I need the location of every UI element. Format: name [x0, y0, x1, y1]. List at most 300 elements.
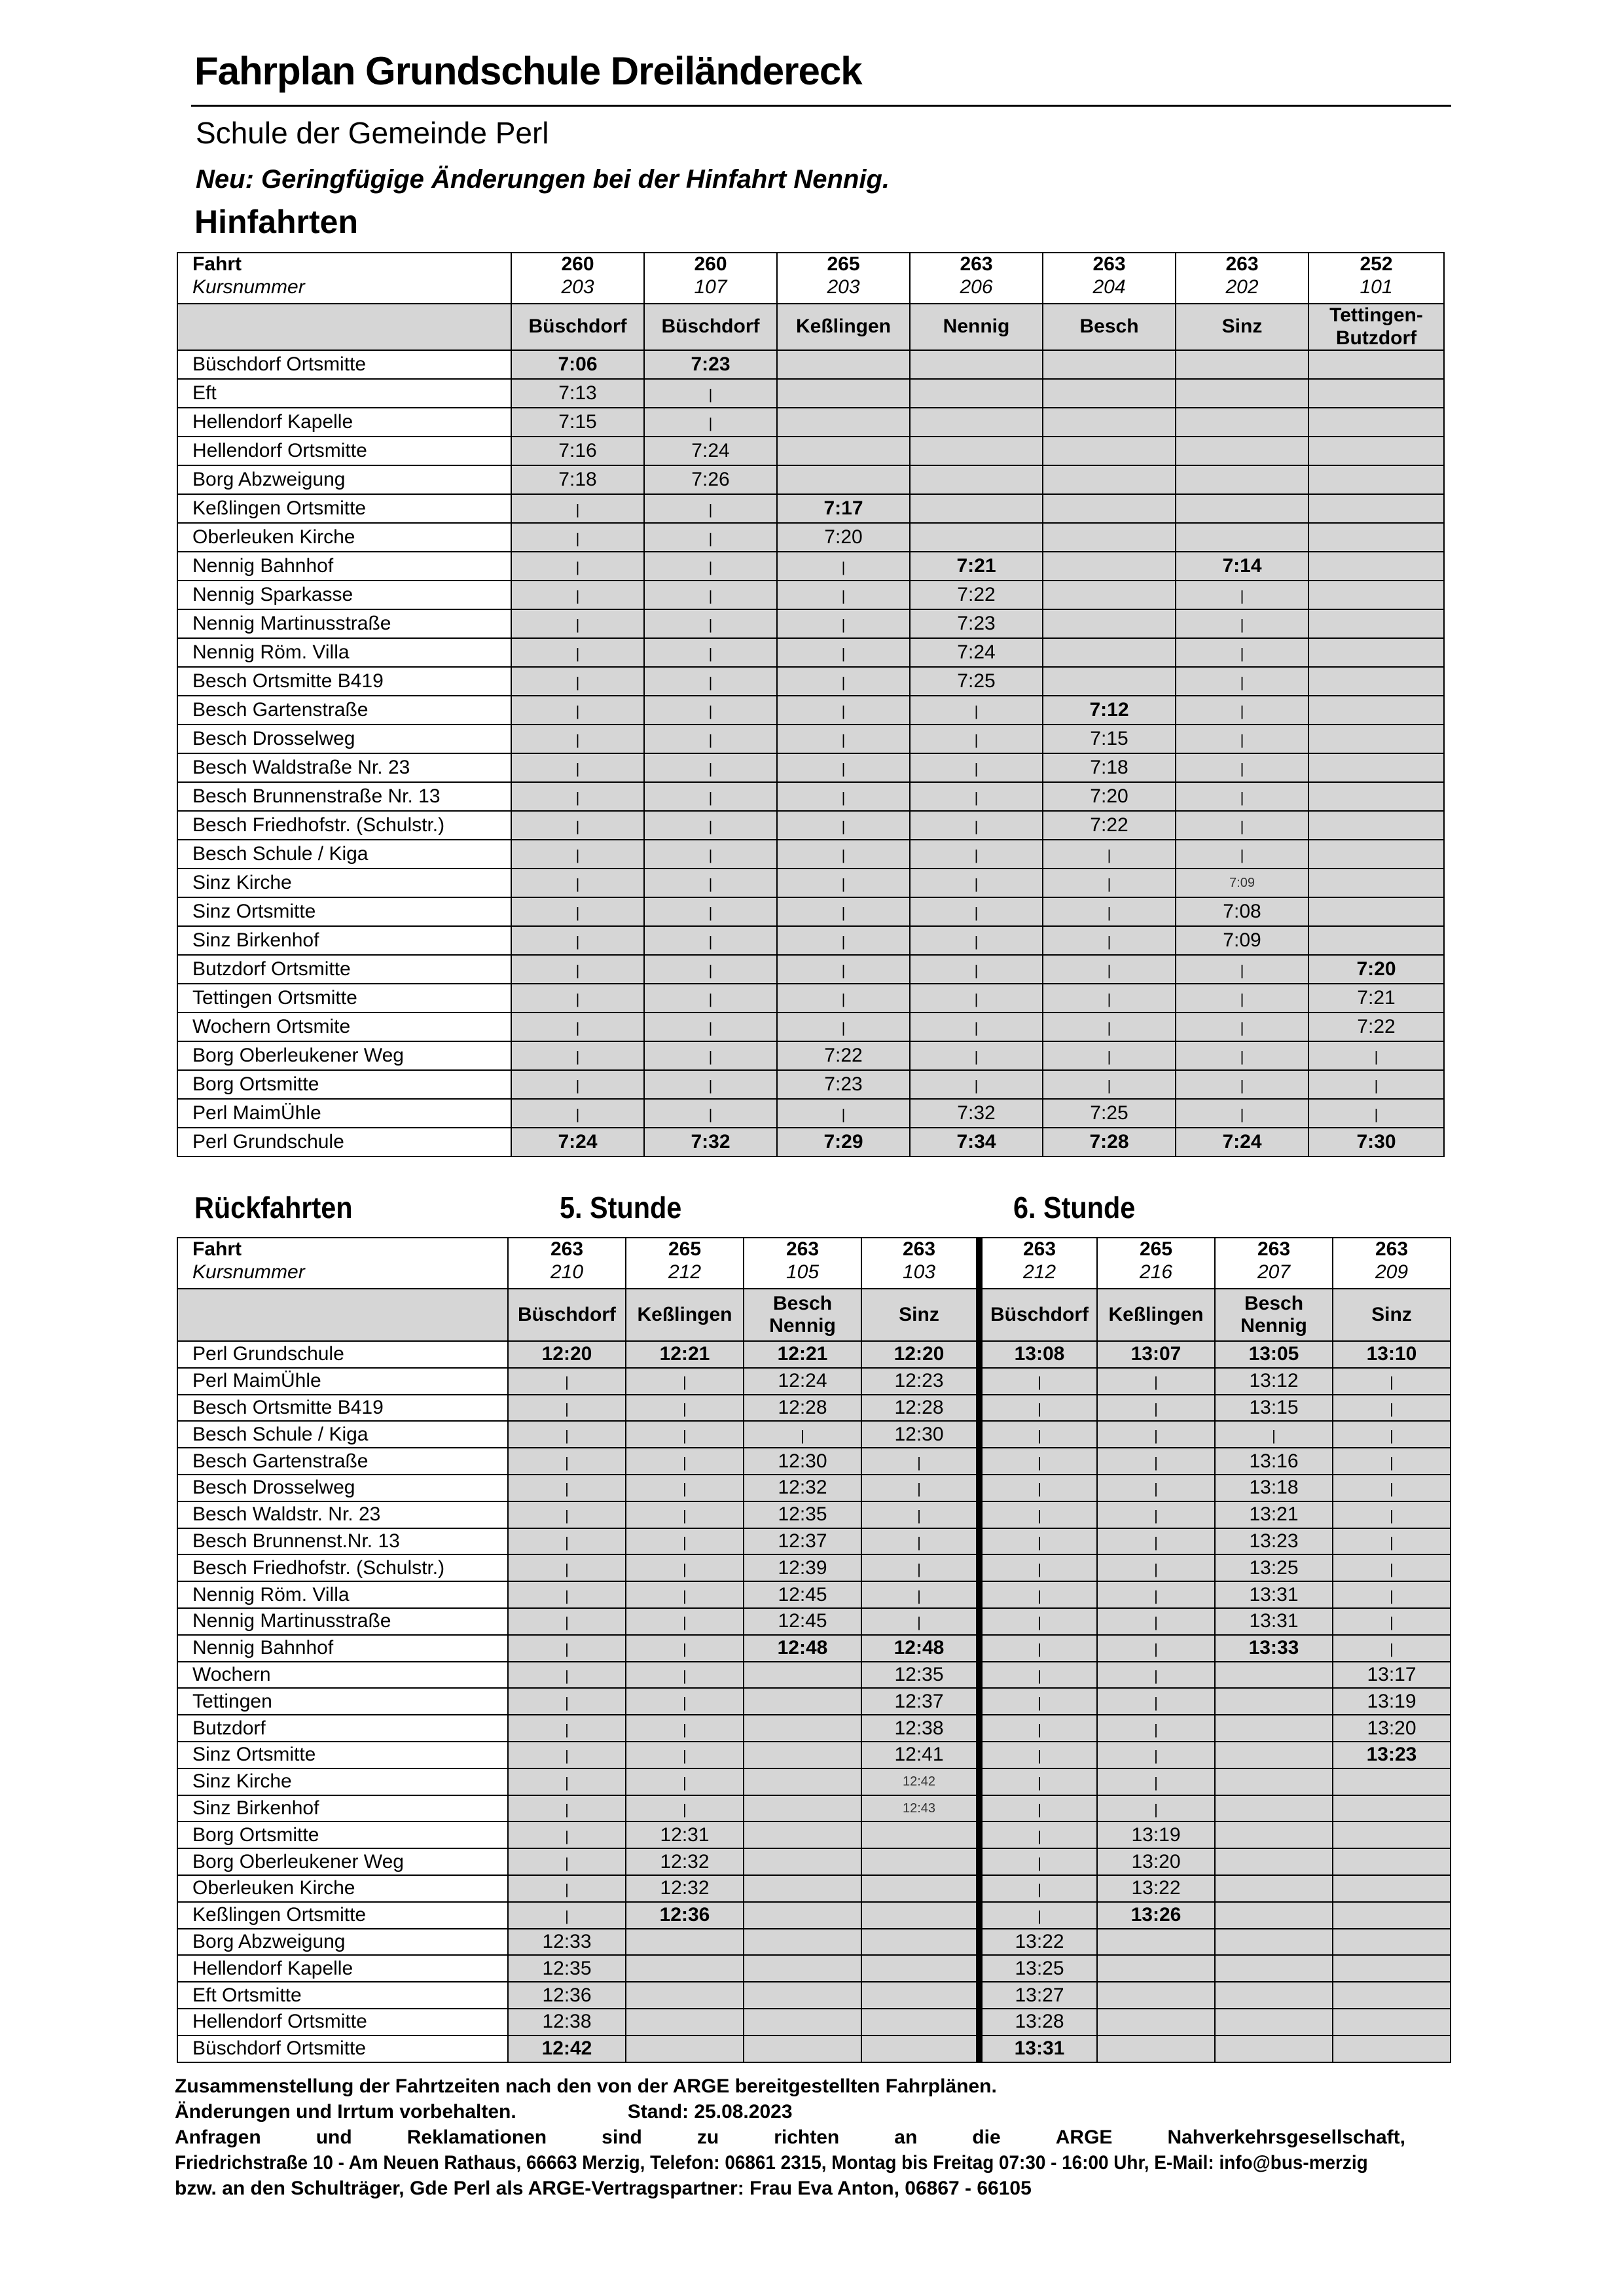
time-cell	[1176, 1041, 1308, 1070]
time-value: 12:35	[542, 1957, 592, 1979]
table-row	[177, 609, 1444, 638]
pass-through-mark: |	[575, 645, 580, 662]
time-value: 13:05	[1248, 1343, 1299, 1365]
table-row	[177, 1929, 1451, 1956]
empty-cell	[910, 523, 1043, 552]
time-value: 13:07	[1130, 1343, 1182, 1365]
time-cell	[1176, 955, 1308, 984]
pass-through-mark: |	[1038, 1721, 1041, 1738]
pass-through-mark: |	[1154, 1721, 1158, 1738]
time-cell	[1043, 1099, 1176, 1128]
empty-cell	[626, 2036, 744, 2062]
table-row	[177, 465, 1444, 494]
time-value: 12:23	[894, 1370, 944, 1392]
rueckfahrten-heading: Rückfahrten	[194, 1191, 353, 1225]
time-cell	[861, 1448, 979, 1475]
footer-disclaimer	[175, 2099, 1418, 2125]
time-value: 12:42	[541, 2037, 592, 2060]
empty-cell	[626, 2009, 744, 2036]
time-cell	[744, 1635, 861, 1662]
time-cell	[744, 1608, 861, 1635]
time-cell	[508, 1715, 626, 1742]
empty-cell	[1333, 1929, 1451, 1956]
kurs-number: 204	[1092, 276, 1126, 298]
time-value: 7:23	[824, 1073, 863, 1095]
pass-through-mark: |	[974, 1049, 979, 1065]
time-value: 13:22	[1015, 1930, 1064, 1952]
table-row	[177, 1341, 1451, 1368]
pass-through-mark: |	[575, 1106, 580, 1122]
pass-through-mark: |	[575, 501, 580, 518]
time-value: 7:34	[956, 1131, 996, 1153]
time-value: 12:38	[542, 2011, 592, 2033]
table-row	[177, 1688, 1451, 1715]
pass-through-mark: |	[1038, 1427, 1041, 1444]
time-cell	[1308, 1128, 1444, 1157]
pass-through-mark: |	[917, 1507, 921, 1524]
pass-through-mark: |	[575, 905, 580, 921]
time-cell	[979, 1421, 1097, 1448]
pass-through-mark: |	[1240, 703, 1244, 719]
empty-cell	[861, 1875, 979, 1902]
table-row	[177, 1715, 1451, 1742]
time-cell	[910, 1128, 1043, 1157]
pass-through-mark: |	[565, 1774, 569, 1791]
time-cell	[511, 494, 644, 523]
kurs-number: 212	[1022, 1261, 1056, 1283]
time-value: 7:08	[1223, 901, 1261, 922]
table-row	[177, 1902, 1451, 1929]
table-row	[177, 379, 1444, 408]
empty-cell	[1097, 2036, 1215, 2062]
pass-through-mark: |	[1038, 1454, 1041, 1471]
kursnummer-heading: Kursnummer	[192, 276, 305, 298]
pass-through-mark: |	[708, 847, 713, 863]
empty-cell	[1043, 437, 1176, 465]
time-cell	[1097, 1848, 1215, 1875]
destination-header: Büschdorf	[644, 304, 777, 350]
table-row	[177, 1795, 1451, 1822]
stop-name: Hellendorf Ortsmitte	[177, 437, 511, 465]
time-cell	[1043, 955, 1176, 984]
time-value: 13:31	[1249, 1583, 1299, 1605]
kursnummer-heading: Kursnummer	[192, 1261, 305, 1283]
stop-name: Nennig Sparkasse	[177, 581, 511, 609]
time-cell	[979, 1395, 1097, 1422]
empty-cell	[1215, 1875, 1333, 1902]
pass-through-mark: |	[575, 1020, 580, 1036]
kurs-number: 203	[827, 276, 860, 298]
pass-through-mark: |	[575, 617, 580, 633]
stop-name: Besch Ortsmitte B419	[177, 1395, 508, 1422]
pass-through-mark: |	[1038, 1641, 1041, 1658]
time-value: 12:31	[660, 1823, 710, 1846]
time-cell	[1333, 1635, 1451, 1662]
pass-through-mark: |	[1107, 1077, 1111, 1094]
stop-name: Besch Waldstraße Nr. 23	[177, 753, 511, 782]
time-cell	[644, 379, 777, 408]
time-cell	[644, 840, 777, 869]
time-cell	[626, 1341, 744, 1368]
empty-cell	[1043, 408, 1176, 437]
time-cell	[1097, 1581, 1215, 1608]
time-cell	[979, 1528, 1097, 1555]
table-row	[177, 1768, 1451, 1795]
pass-through-mark: |	[565, 1694, 569, 1711]
empty-cell	[1333, 1982, 1451, 2009]
time-cell	[1308, 1013, 1444, 1041]
pass-through-mark: |	[841, 905, 846, 921]
kurs-number: 107	[694, 276, 727, 298]
trip-column-header	[1043, 253, 1176, 304]
time-value: 12:37	[894, 1690, 944, 1712]
time-cell	[644, 523, 777, 552]
destination-label-cell	[177, 304, 511, 350]
pass-through-mark: |	[708, 386, 713, 403]
time-cell	[1043, 1070, 1176, 1099]
pass-through-mark: |	[1038, 1614, 1041, 1631]
pass-through-mark: |	[565, 1587, 569, 1604]
pass-through-mark: |	[575, 530, 580, 547]
time-cell	[1097, 1635, 1215, 1662]
time-cell	[644, 1099, 777, 1128]
pass-through-mark: |	[1154, 1374, 1158, 1391]
time-cell	[979, 1662, 1097, 1689]
table-row	[177, 1821, 1451, 1848]
kurs-number: 210	[550, 1261, 584, 1283]
pass-through-mark: |	[974, 905, 979, 921]
time-cell	[626, 1501, 744, 1528]
pass-through-mark: |	[1240, 645, 1244, 662]
stop-name: Besch Gartenstraße	[177, 1448, 508, 1475]
time-value: 7:24	[691, 440, 730, 461]
pass-through-mark: |	[841, 1020, 846, 1036]
stop-name: Perl MaimÜhle	[177, 1099, 511, 1128]
stop-name: Besch Gartenstraße	[177, 696, 511, 725]
pass-through-mark: |	[565, 1908, 569, 1925]
time-cell	[1333, 1554, 1451, 1581]
time-cell	[511, 869, 644, 897]
time-cell	[777, 581, 910, 609]
time-cell	[861, 1581, 979, 1608]
table-row	[177, 1013, 1444, 1041]
empty-cell	[1333, 1848, 1451, 1875]
stop-name: Nennig Röm. Villa	[177, 1581, 508, 1608]
empty-cell	[744, 1742, 861, 1768]
fahrt-number: 265	[827, 253, 860, 275]
pass-through-mark: |	[917, 1560, 921, 1577]
pass-through-mark: |	[1154, 1534, 1158, 1551]
stop-name: Oberleuken Kirche	[177, 1875, 508, 1902]
time-cell	[644, 955, 777, 984]
time-value: 7:14	[1222, 555, 1262, 577]
footer-address: Friedrichstraße 10 - Am Neuen Rathaus, 66663 Merzig, Telefon: 06861 2315, Montag bis Freitag 07:30 - 16:00 Uhr, E-Mail: info@bus-merzig	[175, 2152, 1368, 2174]
pass-through-mark: |	[683, 1641, 687, 1658]
pass-through-mark: |	[1038, 1801, 1041, 1818]
time-value: 12:42	[902, 1774, 936, 1789]
fahrt-number: 265	[1139, 1238, 1173, 1260]
time-cell	[1097, 1795, 1215, 1822]
time-cell	[508, 1581, 626, 1608]
time-cell	[777, 1099, 910, 1128]
time-cell	[1176, 811, 1308, 840]
time-cell	[626, 1795, 744, 1822]
pass-through-mark: |	[1240, 674, 1244, 691]
time-cell	[626, 1768, 744, 1795]
table-row	[177, 581, 1444, 609]
table-row	[177, 1448, 1451, 1475]
stop-name: Sinz Kirche	[177, 869, 511, 897]
time-value: 13:26	[1130, 1904, 1182, 1926]
time-cell	[777, 494, 910, 523]
pass-through-mark: |	[683, 1801, 687, 1818]
header-row-destination	[177, 1289, 1451, 1341]
destination-header: Besch Nennig	[1215, 1289, 1333, 1341]
time-cell	[979, 1795, 1097, 1822]
time-cell	[777, 811, 910, 840]
time-value: 7:22	[1357, 1016, 1396, 1037]
time-value: 12:35	[778, 1503, 827, 1526]
time-cell	[910, 869, 1043, 897]
table-row	[177, 1501, 1451, 1528]
footer-word: Anfragen	[175, 2126, 261, 2148]
time-cell	[910, 609, 1043, 638]
time-cell	[777, 984, 910, 1013]
pass-through-mark: |	[1154, 1560, 1158, 1577]
stop-name: Oberleuken Kirche	[177, 523, 511, 552]
time-cell	[1333, 1341, 1451, 1368]
empty-cell	[1308, 696, 1444, 725]
empty-cell	[1097, 2009, 1215, 2036]
fahrt-number: 263	[902, 1238, 936, 1260]
time-cell	[511, 955, 644, 984]
time-cell	[979, 1902, 1097, 1929]
time-value: 7:22	[1090, 814, 1128, 836]
time-cell	[626, 1475, 744, 1501]
time-cell	[1097, 1688, 1215, 1715]
table-row	[177, 437, 1444, 465]
time-cell	[508, 1662, 626, 1689]
pass-through-mark: |	[1154, 1748, 1158, 1765]
pass-through-mark: |	[974, 818, 979, 834]
time-cell	[979, 1475, 1097, 1501]
time-cell	[511, 926, 644, 955]
pass-through-mark: |	[708, 933, 713, 950]
stop-name: Borg Ortsmitte	[177, 1821, 508, 1848]
table-row	[177, 638, 1444, 667]
stop-name: Hellendorf Kapelle	[177, 408, 511, 437]
pass-through-mark: |	[974, 962, 979, 978]
table-row	[177, 1528, 1451, 1555]
time-cell	[1215, 1528, 1333, 1555]
empty-cell	[777, 408, 910, 437]
kurs-number: 207	[1257, 1261, 1291, 1283]
fahrt-number: 263	[960, 253, 993, 275]
time-value: 7:20	[1090, 785, 1128, 807]
pass-through-mark: |	[1390, 1614, 1394, 1631]
pass-through-mark: |	[565, 1560, 569, 1577]
time-cell	[910, 581, 1043, 609]
empty-cell	[1043, 350, 1176, 379]
footer	[175, 2073, 1418, 2201]
time-cell	[508, 1875, 626, 1902]
title-divider	[191, 105, 1451, 107]
empty-cell	[1333, 1821, 1451, 1848]
pass-through-mark: |	[841, 847, 846, 863]
stop-name: Wochern Ortsmite	[177, 1013, 511, 1041]
pass-through-mark: |	[708, 415, 713, 431]
time-cell	[644, 1070, 777, 1099]
time-cell	[1333, 1688, 1451, 1715]
time-cell	[1215, 1341, 1333, 1368]
time-cell	[777, 897, 910, 926]
time-cell	[777, 840, 910, 869]
time-value: 12:32	[660, 1877, 710, 1899]
pass-through-mark: |	[1240, 1077, 1244, 1094]
stop-name: Borg Ortsmitte	[177, 1070, 511, 1099]
empty-cell	[1043, 638, 1176, 667]
time-cell	[511, 523, 644, 552]
time-value: 7:28	[1089, 1131, 1129, 1153]
time-value: 13:20	[1131, 1850, 1181, 1873]
table-row	[177, 926, 1444, 955]
time-cell	[511, 811, 644, 840]
empty-cell	[1308, 552, 1444, 581]
pass-through-mark: |	[974, 703, 979, 719]
pass-through-mark: |	[1240, 991, 1244, 1007]
time-cell	[508, 1848, 626, 1875]
time-value: 7:15	[1090, 728, 1128, 749]
time-value: 12:20	[541, 1343, 592, 1365]
table-row	[177, 1875, 1451, 1902]
time-cell	[777, 955, 910, 984]
pass-through-mark: |	[801, 1427, 804, 1444]
time-cell	[508, 1421, 626, 1448]
empty-cell	[910, 494, 1043, 523]
pass-through-mark: |	[708, 674, 713, 691]
pass-through-mark: |	[1038, 1827, 1041, 1844]
footer-word: die	[972, 2126, 1001, 2148]
pass-through-mark: |	[683, 1374, 687, 1391]
time-cell	[777, 753, 910, 782]
time-cell	[1097, 1341, 1215, 1368]
time-cell	[1043, 1128, 1176, 1157]
footer-word: Reklamationen	[406, 2126, 547, 2148]
destination-header: Büschdorf	[511, 304, 644, 350]
time-cell	[508, 1475, 626, 1501]
empty-cell	[1308, 465, 1444, 494]
table-row	[177, 1848, 1451, 1875]
time-value: 12:21	[777, 1343, 828, 1365]
stop-name: Nennig Bahnhof	[177, 1635, 508, 1662]
pass-through-mark: |	[575, 761, 580, 777]
destination-header: Büschdorf	[508, 1289, 626, 1341]
time-cell	[910, 725, 1043, 753]
pass-through-mark: |	[1154, 1614, 1158, 1631]
empty-cell	[861, 1821, 979, 1848]
time-cell	[979, 1688, 1097, 1715]
time-cell	[777, 1128, 910, 1157]
time-cell	[1308, 1041, 1444, 1070]
time-cell	[511, 638, 644, 667]
pass-through-mark: |	[708, 703, 713, 719]
table-row	[177, 1368, 1451, 1395]
time-cell	[644, 811, 777, 840]
table-row	[177, 2036, 1451, 2062]
pass-through-mark: |	[708, 1049, 713, 1065]
table-row	[177, 2009, 1451, 2036]
pass-through-mark: |	[917, 1614, 921, 1631]
pass-through-mark: |	[683, 1694, 687, 1711]
time-cell	[1333, 1528, 1451, 1555]
empty-cell	[1215, 1795, 1333, 1822]
footer-word: sind	[602, 2126, 642, 2148]
time-cell	[861, 1608, 979, 1635]
empty-cell	[744, 1929, 861, 1956]
pass-through-mark: |	[841, 876, 846, 892]
time-value: 13:18	[1249, 1477, 1299, 1499]
time-cell	[1097, 1528, 1215, 1555]
pass-through-mark: |	[841, 991, 846, 1007]
table-row	[177, 494, 1444, 523]
time-cell	[508, 1635, 626, 1662]
pass-through-mark: |	[1390, 1641, 1394, 1658]
empty-cell	[1215, 1768, 1333, 1795]
time-cell	[508, 1368, 626, 1395]
pass-through-mark: |	[1154, 1774, 1158, 1791]
empty-cell	[744, 1902, 861, 1929]
pass-through-mark: |	[708, 645, 713, 662]
empty-cell	[744, 1955, 861, 1982]
time-cell	[910, 552, 1043, 581]
time-cell	[508, 1528, 626, 1555]
footer-source-note: Zusammenstellung der Fahrtzeiten nach den von der ARGE bereitgestellten Fahrplänen.	[175, 2075, 997, 2097]
empty-cell	[861, 2009, 979, 2036]
stop-name: Eft Ortsmitte	[177, 1982, 508, 2009]
destination-header: Tettingen-Butzdorf	[1308, 304, 1444, 350]
time-cell	[1043, 926, 1176, 955]
trip-column-header	[777, 253, 910, 304]
time-cell	[979, 1848, 1097, 1875]
time-value: 13:21	[1249, 1503, 1299, 1526]
pass-through-mark: |	[1240, 1020, 1244, 1036]
pass-through-mark: |	[917, 1534, 921, 1551]
pass-through-mark: |	[1390, 1560, 1394, 1577]
table-row	[177, 667, 1444, 696]
pass-through-mark: |	[1107, 847, 1111, 863]
kurs-number: 209	[1375, 1261, 1409, 1283]
time-cell	[511, 465, 644, 494]
pass-through-mark: |	[565, 1480, 569, 1498]
pass-through-mark: |	[1038, 1374, 1041, 1391]
time-value: 13:23	[1249, 1530, 1299, 1552]
pass-through-mark: |	[575, 818, 580, 834]
time-cell	[910, 1099, 1043, 1128]
time-cell	[979, 1929, 1097, 1956]
empty-cell	[1308, 408, 1444, 437]
time-cell	[508, 1688, 626, 1715]
time-cell	[644, 753, 777, 782]
time-cell	[910, 1041, 1043, 1070]
empty-cell	[861, 1955, 979, 1982]
fahrt-label	[177, 1238, 508, 1289]
time-cell	[508, 1902, 626, 1929]
table-row	[177, 955, 1444, 984]
empty-cell	[910, 408, 1043, 437]
time-cell	[626, 1715, 744, 1742]
pass-through-mark: |	[1154, 1480, 1158, 1498]
trip-column-header	[644, 253, 777, 304]
